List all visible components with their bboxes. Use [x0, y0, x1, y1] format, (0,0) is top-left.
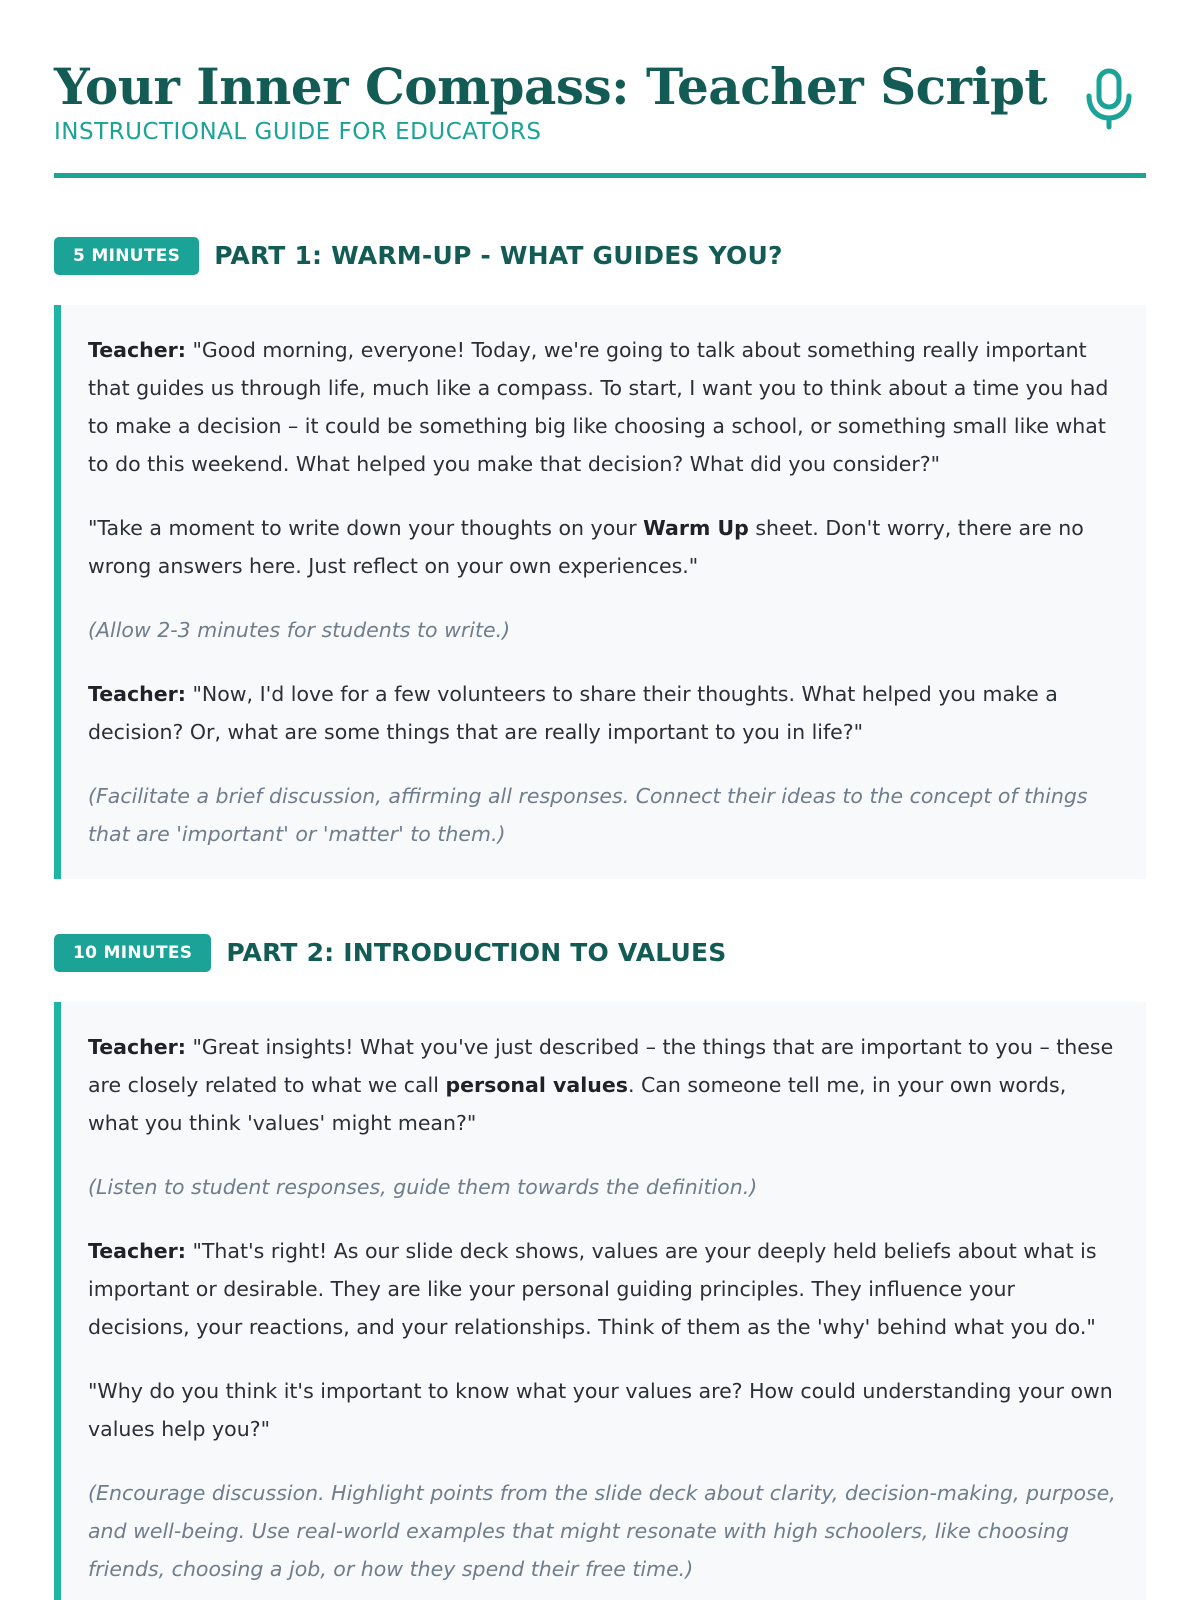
script-text: "That's right! As our slide deck shows, values are your deeply held beliefs about what is important or desirable. They are like your personal guiding principles. They influence your decisions, your reactions, and your relationships. Think of them as the 'why' behind what you do.": [88, 1239, 1097, 1339]
script-paragraph: [88, 509, 1118, 585]
speaker-label: Teacher:: [88, 1035, 186, 1059]
script-paragraph: [88, 675, 1118, 751]
section-heading: [54, 236, 1146, 276]
section-heading: [54, 933, 1146, 973]
stage-direction: (Allow 2-3 minutes for students to write.): [88, 618, 511, 642]
time-badge: 10 MINUTES: [54, 934, 211, 972]
script-text: sheet. Don't worry, there are no wrong answers here. Just reflect on your own experiences.": [88, 516, 1084, 578]
section-title: PART 2: INTRODUCTION TO VALUES: [226, 938, 727, 967]
stage-direction: (Encourage discussion. Highlight points from the slide deck about clarity, decision-making, purpose, and well-being. Use real-world examples that might resonate with high schoolers, like choosing friends, choosing a job, or how they spend their free time.): [88, 1481, 1116, 1581]
script-paragraph: [88, 331, 1118, 483]
emphasis-text: personal values: [445, 1073, 628, 1097]
document-title: Your Inner Compass: Teacher Script: [54, 57, 1048, 116]
emphasis-text: Warm Up: [643, 516, 749, 540]
script-text: "Now, I'd love for a few volunteers to share their thoughts. What helped you make a decision? Or, what are some things that are really important to you in life?": [88, 682, 1058, 744]
section-part-1: [54, 236, 1146, 879]
script-paragraph: [88, 1028, 1118, 1142]
speaker-label: Teacher:: [88, 338, 186, 362]
script-text: "Take a moment to write down your thoughts on your: [88, 516, 644, 540]
stage-direction: (Facilitate a brief discussion, affirming all responses. Connect their ideas to the concept of things that are 'important' or 'matter' to them.): [88, 784, 1088, 846]
script-text: . Can someone tell me, in your own words, what you think 'values' might mean?": [88, 1073, 1067, 1135]
stage-direction: (Listen to student responses, guide them towards the definition.): [88, 1175, 758, 1199]
speaker-label: Teacher:: [88, 1239, 186, 1263]
document-header: [54, 56, 1146, 178]
script-box: [54, 305, 1146, 879]
section-part-2: [54, 933, 1146, 1600]
time-badge: 5 MINUTES: [54, 237, 199, 275]
microphone-icon: [1084, 68, 1134, 130]
document-subtitle: INSTRUCTIONAL GUIDE FOR EDUCATORS: [54, 119, 542, 145]
script-box: [54, 1002, 1146, 1600]
script-paragraph: "Why do you think it's important to know what your values are? How could understanding your own values help you?": [88, 1379, 1113, 1441]
speaker-label: Teacher:: [88, 682, 186, 706]
script-text: "Great insights! What you've just described – the things that are important to you – these are closely related to what we call: [88, 1035, 1114, 1097]
section-title: PART 1: WARM-UP - WHAT GUIDES YOU?: [214, 241, 783, 270]
script-text: "Good morning, everyone! Today, we're going to talk about something really important that guides us through life, much like a compass. To start, I want you to think about a time you had to make a decision – it could be something big like choosing a school, or something small like what to do this weekend. What helped you make that decision? What did you consider?": [88, 338, 1109, 476]
script-paragraph: [88, 1232, 1118, 1346]
